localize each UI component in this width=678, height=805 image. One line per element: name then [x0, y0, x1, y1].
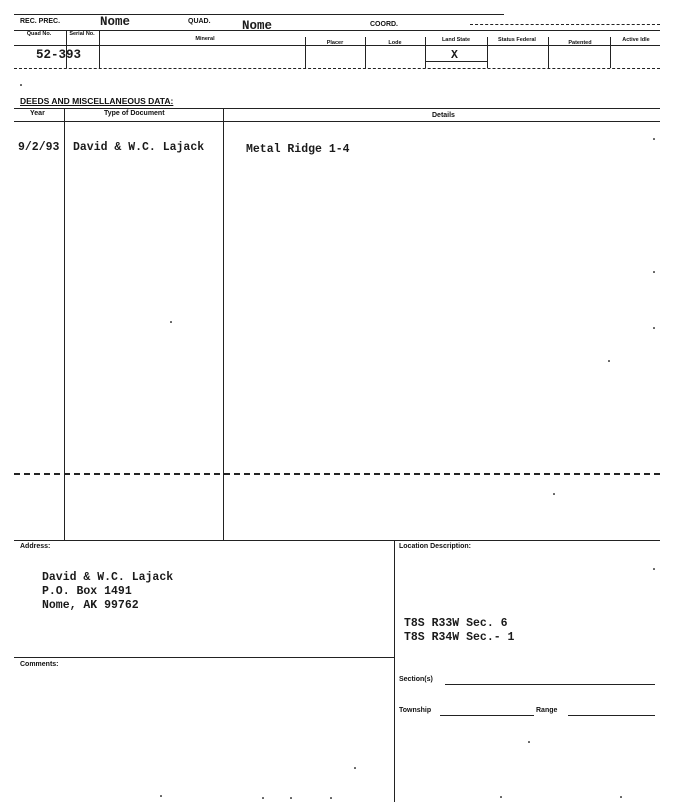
scan-speck: [653, 327, 655, 329]
col-divider: [610, 37, 611, 68]
address-line-2: P.O. Box 1491: [42, 585, 132, 598]
col-serial-no: Serial No.: [69, 31, 95, 37]
col-divider: [548, 37, 549, 68]
township-fill-line: [440, 715, 534, 716]
scan-speck: [500, 796, 502, 798]
quad-value: Nome: [242, 19, 273, 33]
col-divider: [487, 37, 488, 68]
col-placer: Placer: [326, 40, 344, 46]
deeds-col-divider: [64, 108, 65, 540]
address-line-1: David & W.C. Lajack: [42, 571, 174, 584]
col-details: Details: [432, 112, 455, 119]
col-patented: Patented: [568, 40, 592, 46]
rec-prec-label: REC. PREC.: [20, 18, 61, 25]
scan-speck: [354, 767, 356, 769]
location-line-2: T8S R34W Sec.- 1: [404, 631, 515, 644]
address-label: Address:: [20, 543, 51, 550]
bottom-divider: [394, 540, 395, 802]
scan-speck: [170, 321, 172, 323]
scan-speck: [262, 797, 264, 799]
bottom-top-rule: [14, 540, 660, 541]
address-line-3: Nome, AK 99762: [42, 599, 139, 612]
scan-speck: [653, 271, 655, 273]
land-state-underline: [425, 61, 487, 62]
quad-label: QUAD.: [188, 18, 211, 25]
col-status-federal: Status Federal: [498, 37, 536, 43]
coord-label: COORD.: [370, 21, 398, 28]
sections-fill-line: [445, 684, 655, 685]
deeds-col-divider: [223, 108, 224, 540]
col-divider: [305, 37, 306, 68]
col-divider: [99, 30, 100, 68]
col-active-idle: Active Idle: [622, 37, 650, 43]
scan-speck: [553, 493, 555, 495]
col-quad-no: Quad No.: [26, 31, 52, 37]
township-label: Township: [399, 707, 432, 714]
deed-details: Metal Ridge 1-4: [246, 143, 350, 156]
deed-year: 9/2/93: [18, 141, 60, 154]
quad-serial-value: 52-393: [36, 48, 82, 62]
deeds-dash-line: [14, 473, 660, 475]
col-year: Year: [30, 110, 45, 117]
scan-speck: [653, 568, 655, 570]
land-state-checkmark: X: [451, 49, 458, 62]
col-divider: [425, 37, 426, 68]
sections-label: Section(s): [399, 676, 433, 683]
col-divider: [365, 37, 366, 68]
location-description-label: Location Description:: [399, 543, 471, 550]
col-type-of-document: Type of Document: [104, 110, 165, 117]
record-dash-line: [14, 68, 660, 69]
range-fill-line: [568, 715, 655, 716]
col-lode: Lode: [388, 40, 402, 46]
comments-label: Comments:: [20, 661, 59, 668]
scan-speck: [160, 795, 162, 797]
deed-type: David & W.C. Lajack: [73, 141, 205, 154]
deeds-top-rule: [14, 108, 660, 109]
scan-speck: [653, 138, 655, 140]
rec-prec-value: Nome: [100, 15, 131, 29]
header-rule: [14, 30, 660, 31]
col-mineral: Mineral: [195, 36, 215, 42]
deeds-section-title: DEEDS AND MISCELLANEOUS DATA:: [20, 96, 174, 106]
scan-speck: [620, 796, 622, 798]
deeds-header-rule: [14, 121, 660, 122]
scan-speck: [528, 741, 530, 743]
top-rule: [14, 14, 504, 15]
col-land-state: Land State: [441, 37, 471, 43]
coord-dash-line: [470, 24, 660, 25]
range-label: Range: [536, 707, 558, 714]
scan-speck: [330, 797, 332, 799]
scan-speck: [290, 797, 292, 799]
scan-speck: [608, 360, 610, 362]
location-line-1: T8S R33W Sec. 6: [404, 617, 508, 630]
scan-speck: [20, 84, 22, 86]
comments-rule: [14, 657, 394, 658]
